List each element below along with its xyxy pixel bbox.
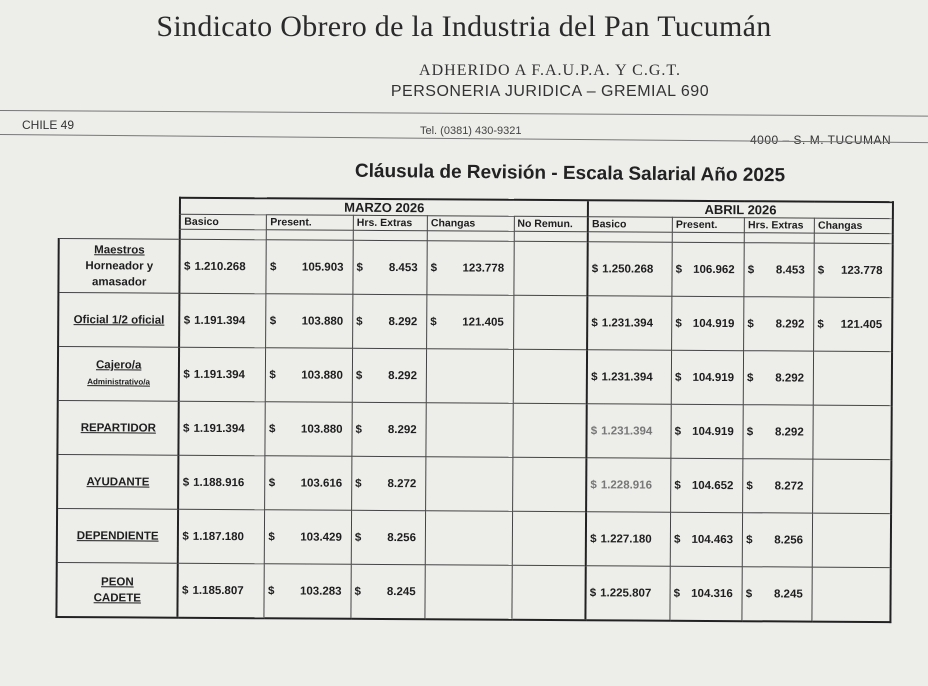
currency-sign: $: [183, 314, 191, 327]
currency-sign: $: [746, 425, 754, 438]
category-label: CADETE: [93, 591, 141, 605]
value-cell: [352, 456, 426, 510]
category-label: amasador: [92, 275, 147, 289]
amount: 1.228.916: [600, 478, 653, 492]
value-cell: [179, 401, 266, 456]
amount: 103.880: [301, 368, 343, 382]
currency-sign: $: [355, 477, 362, 490]
value-cell: [351, 564, 425, 619]
value-cell: [178, 563, 265, 618]
currency-sign: $: [354, 531, 362, 544]
currency-sign: $: [674, 371, 682, 384]
value-cell: [265, 456, 352, 511]
value-cell: [179, 455, 266, 510]
letterhead: [0, 0, 928, 160]
category-label: REPARTIDOR: [80, 421, 156, 435]
currency-sign: $: [590, 532, 597, 545]
category-cell: [57, 455, 179, 510]
amount: 8.256: [774, 533, 804, 547]
amount: 1.227.180: [600, 532, 652, 546]
value-cell: [353, 240, 427, 294]
amount: 8.453: [388, 261, 418, 274]
value-cell: [672, 242, 744, 296]
spacer-cell: [353, 230, 427, 240]
value-cell: [744, 243, 814, 297]
amount: 103.429: [300, 530, 342, 544]
category-label: Maestros: [94, 243, 145, 257]
value-cell: [352, 348, 426, 402]
value-cell: [812, 567, 891, 622]
value-cell: [743, 459, 813, 513]
currency-sign: $: [269, 422, 276, 435]
value-cell: [179, 347, 266, 402]
value-cell: [813, 459, 892, 513]
currency-sign: $: [591, 316, 598, 329]
col-header: Basico: [180, 214, 267, 230]
value-cell: [426, 457, 513, 512]
table-row: [58, 293, 892, 352]
category-cell: [57, 401, 179, 456]
amount: 8.256: [387, 531, 417, 544]
value-cell: [588, 242, 673, 297]
category-label: DEPENDIENTE: [76, 529, 159, 543]
amount: 8.292: [775, 371, 805, 385]
table-row: [57, 401, 891, 460]
currency-sign: $: [269, 368, 276, 381]
currency-sign: $: [355, 369, 363, 382]
currency-sign: $: [591, 262, 599, 275]
spacer-cell: [672, 232, 744, 242]
value-cell: [427, 241, 514, 296]
currency-sign: $: [745, 587, 753, 600]
amount: 105.903: [301, 260, 344, 274]
value-cell: [353, 294, 427, 348]
currency-sign: $: [182, 530, 189, 543]
amount: 8.292: [388, 369, 418, 382]
currency-sign: $: [354, 585, 361, 598]
currency-sign: $: [590, 478, 597, 491]
value-cell: [672, 296, 744, 350]
corner-blank: [59, 197, 181, 214]
category-label: PEON: [101, 575, 134, 588]
currency-sign: $: [674, 479, 681, 492]
amount: 8.272: [387, 477, 417, 490]
currency-sign: $: [675, 317, 682, 330]
category-label: Administrativo/a: [87, 377, 150, 387]
col-header: Hrs. Extras: [353, 215, 427, 230]
col-header: Changas: [427, 216, 514, 232]
amount: 1.188.916: [193, 476, 245, 489]
amount: 104.919: [692, 425, 734, 438]
category-cell: [56, 562, 178, 617]
amount: 8.292: [775, 317, 805, 331]
value-cell: [266, 240, 353, 295]
value-cell: [743, 405, 813, 459]
currency-sign: $: [747, 263, 755, 276]
category-label: Horneador y: [85, 259, 154, 273]
value-cell: [671, 404, 743, 458]
currency-sign: $: [746, 479, 753, 492]
value-cell: [586, 512, 671, 567]
value-cell: [513, 241, 587, 295]
value-cell: [743, 351, 813, 405]
amount: 1.185.807: [192, 584, 244, 597]
street-address: CHILE 49: [22, 118, 75, 132]
value-cell: [670, 512, 742, 566]
value-cell: [425, 565, 512, 620]
amount: 8.272: [774, 479, 804, 493]
currency-sign: $: [269, 314, 277, 327]
value-cell: [425, 511, 512, 566]
amount: 103.616: [300, 476, 343, 490]
table-row: [57, 455, 891, 514]
category-cell: [58, 239, 180, 294]
amount: 104.919: [692, 317, 735, 330]
currency-sign: $: [673, 587, 681, 600]
phone-number: Tel. (0381) 430-9321: [420, 125, 522, 137]
value-cell: [264, 564, 351, 619]
category-label: AYUDANTE: [86, 475, 150, 489]
amount: 8.292: [387, 423, 417, 436]
currency-sign: $: [591, 370, 598, 383]
amount: 1.231.394: [601, 424, 653, 438]
amount: 103.880: [300, 422, 343, 436]
category-cell: [58, 293, 180, 348]
currency-sign: $: [268, 584, 275, 597]
month-header-marzo: MARZO 2026: [180, 198, 588, 217]
currency-sign: $: [747, 317, 754, 330]
amount: 1.191.394: [193, 368, 246, 381]
amount: 8.245: [386, 585, 416, 598]
table-row: [58, 239, 892, 298]
amount: 121.405: [840, 318, 883, 331]
spacer-cell: [180, 229, 267, 240]
amount: 123.778: [840, 264, 883, 277]
category-cell: [58, 347, 180, 402]
value-cell: [427, 295, 514, 350]
col-header: Present.: [267, 215, 354, 231]
currency-sign: $: [675, 263, 683, 276]
table-row: [56, 562, 890, 622]
union-name: Sindicato Obrero de la Industria del Pan Tucumán: [156, 10, 772, 43]
spacer-cell: [814, 233, 892, 243]
value-cell: [586, 458, 671, 513]
amount: 1.231.394: [601, 316, 654, 330]
col-header: No Remun.: [514, 216, 588, 231]
amount: 1.231.394: [601, 370, 653, 384]
value-cell: [426, 349, 513, 404]
document-title: Cláusula de Revisión - Escala Salarial Año 2025: [354, 160, 786, 187]
value-cell: [813, 351, 892, 405]
amount: 1.250.268: [602, 262, 654, 276]
value-cell: [671, 458, 743, 512]
value-cell: [266, 294, 353, 349]
currency-sign: $: [182, 584, 189, 597]
value-cell: [512, 403, 586, 457]
legal-status-line: PERSONERIA JURIDICA – GREMIAL 690: [390, 83, 710, 100]
col-header: Basico: [588, 217, 673, 233]
col-header: Hrs. Extras: [744, 218, 814, 233]
value-cell: [265, 510, 352, 565]
salary-table-wrap: [55, 196, 898, 663]
currency-sign: $: [817, 264, 825, 277]
currency-sign: $: [589, 586, 597, 599]
value-cell: [587, 350, 672, 405]
value-cell: [513, 295, 587, 349]
value-cell: [512, 511, 586, 565]
currency-sign: $: [747, 371, 754, 384]
value-cell: [180, 293, 267, 348]
spacer-cell: [514, 231, 588, 241]
value-cell: [670, 566, 742, 621]
value-cell: [265, 402, 352, 457]
affiliation-line: ADHERIDO A F.A.U.P.A. Y C.G.T.: [419, 62, 681, 79]
category-label: Cajero/a: [95, 359, 142, 372]
amount: 1.225.807: [600, 586, 652, 600]
category-label: Oficial 1/2 oficial: [73, 313, 165, 327]
amount: 104.652: [691, 479, 734, 492]
value-cell: [512, 457, 586, 511]
value-cell: [352, 402, 426, 456]
amount: 123.778: [462, 261, 505, 275]
spacer-cell: [267, 230, 354, 241]
amount: 8.292: [774, 425, 804, 439]
spacer-cell: [588, 232, 672, 243]
amount: 104.919: [692, 371, 735, 384]
amount: 104.463: [691, 533, 734, 546]
value-cell: [671, 350, 743, 404]
amount: 104.316: [691, 587, 733, 600]
currency-sign: $: [183, 368, 190, 381]
currency-sign: $: [430, 315, 437, 328]
currency-sign: $: [356, 261, 363, 274]
currency-sign: $: [430, 261, 438, 274]
spacer-cell: [744, 233, 814, 243]
value-cell: [587, 404, 672, 459]
currency-sign: $: [184, 260, 191, 273]
amount: 1.191.394: [193, 422, 245, 435]
currency-sign: $: [183, 422, 190, 435]
amount: 103.880: [301, 314, 344, 328]
amount: 8.245: [773, 587, 803, 601]
currency-sign: $: [270, 260, 277, 273]
salary-table: [55, 196, 894, 623]
currency-sign: $: [673, 533, 681, 546]
value-cell: [814, 243, 893, 297]
value-cell: [586, 566, 671, 621]
value-cell: [744, 297, 814, 351]
amount: 8.292: [388, 315, 418, 328]
currency-sign: $: [817, 318, 824, 331]
value-cell: [266, 348, 353, 403]
amount: 1.187.180: [192, 530, 245, 543]
currency-sign: $: [268, 530, 275, 543]
amount: 1.191.394: [194, 314, 246, 327]
value-cell: [813, 405, 892, 459]
category-cell: [57, 509, 179, 564]
amount: 8.453: [775, 263, 805, 277]
value-cell: [351, 510, 425, 564]
header-rule-top: [0, 110, 928, 117]
currency-sign: $: [182, 476, 190, 489]
currency-sign: $: [674, 425, 682, 438]
amount: 121.405: [462, 315, 504, 329]
value-cell: [814, 297, 893, 351]
currency-sign: $: [746, 533, 753, 546]
currency-sign: $: [268, 476, 276, 489]
corner-blank: [59, 214, 181, 230]
value-cell: [180, 239, 267, 294]
currency-sign: $: [590, 424, 598, 437]
spacer-cell: [427, 231, 514, 242]
col-header: Present.: [672, 217, 744, 232]
table-row: [58, 347, 892, 406]
value-cell: [511, 565, 585, 620]
value-cell: [587, 296, 672, 351]
currency-sign: $: [356, 315, 363, 328]
amount: 106.962: [693, 263, 735, 276]
value-cell: [426, 403, 513, 458]
amount: 1.210.268: [194, 260, 246, 273]
value-cell: [513, 349, 587, 403]
month-header-abril: ABRIL 2026: [588, 200, 893, 218]
postal-city: 4000 – S. M. TUCUMAN: [750, 133, 892, 147]
currency-sign: $: [355, 423, 362, 436]
value-cell: [742, 567, 812, 622]
table-row: [57, 509, 891, 568]
value-cell: [812, 513, 891, 567]
value-cell: [178, 509, 265, 564]
col-header: Changas: [814, 218, 892, 233]
value-cell: [742, 513, 812, 567]
amount: 103.283: [299, 584, 342, 598]
